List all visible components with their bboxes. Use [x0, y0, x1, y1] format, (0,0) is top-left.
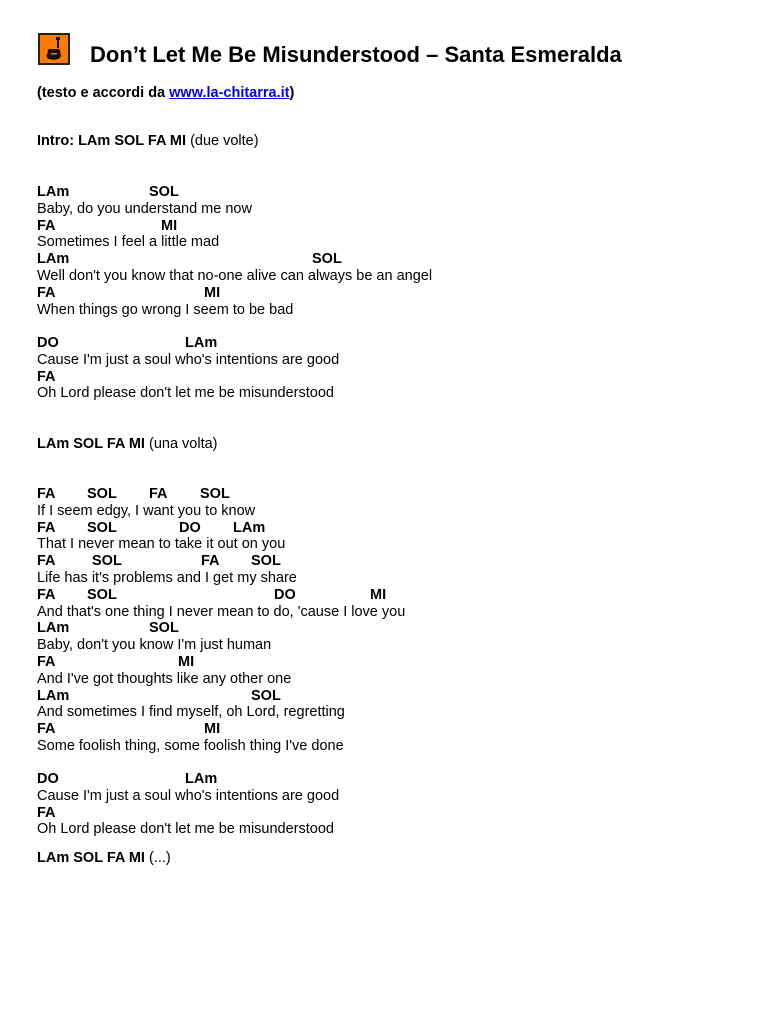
chord: FA [37, 553, 56, 570]
chord-line [37, 805, 339, 822]
chord: SOL [149, 620, 179, 637]
lyric-line: Life has it's problems and I get my share [37, 569, 297, 586]
chord-line [37, 688, 405, 705]
lyric-line: Some foolish thing, some foolish thing I've done [37, 737, 344, 754]
chord: DO [37, 771, 59, 787]
chord: LAm [37, 620, 70, 637]
lyric-line: And I've got thoughts like any other one [37, 670, 292, 687]
lyric-line: And sometimes I find myself, oh Lord, regretting [37, 704, 345, 721]
chord: SOL [87, 586, 117, 603]
verse-2 [37, 486, 405, 755]
chord: LAm [37, 251, 70, 268]
source-link[interactable]: www.la-chitarra.it [169, 85, 290, 101]
chord: LAm [185, 335, 218, 351]
chord: SOL [87, 519, 117, 536]
chord: FA [149, 486, 168, 502]
lyric-line: Cause I'm just a soul who's intentions are good [37, 351, 340, 368]
chord-line [37, 184, 432, 201]
chorus-2 [37, 771, 339, 838]
chord: FA [37, 586, 56, 603]
lyric-line: Cause I'm just a soul who's intentions are good [37, 787, 340, 804]
chord: MI [161, 217, 178, 234]
verse-1 [37, 184, 432, 318]
chord: FA [37, 284, 56, 301]
chord-line [37, 620, 405, 637]
chord-line [37, 520, 405, 537]
source-suffix: ) [289, 85, 295, 101]
lyric-line: And that's one thing I never mean to do, 'cause I love you [37, 603, 406, 620]
lyric-line: Oh Lord please don't let me be misunderstood [37, 821, 334, 838]
lyric-line: Sometimes I feel a little mad [37, 234, 220, 251]
chord: FA [37, 804, 56, 821]
chord: FA [37, 486, 56, 502]
chord: MI [204, 721, 221, 738]
source-prefix: (testo e accordi da [37, 85, 170, 101]
chord-line [37, 285, 432, 302]
chord: SOL [251, 553, 281, 570]
lyric-line: Baby, don't you know I'm just human [37, 637, 272, 654]
chord-line [37, 721, 405, 738]
lyric-line: Well don't you know that no-one alive can always be an angel [37, 267, 433, 284]
chord: DO [179, 519, 201, 536]
lyric-line: That I never mean to take it out on you [37, 536, 286, 553]
interlude-line [37, 436, 218, 453]
page-title: Don’t Let Me Be Misunderstood – Santa Esmeralda [90, 42, 622, 67]
outro-note: (...) [148, 850, 171, 866]
chord: FA [37, 653, 56, 670]
chord: FA [37, 368, 56, 385]
chord: FA [37, 519, 56, 536]
chord-line [37, 251, 432, 268]
chord: LAm [233, 519, 266, 536]
guitar-logo-icon [38, 33, 70, 65]
outro-line [37, 850, 171, 867]
chord: FA [37, 217, 56, 234]
chord: MI [178, 653, 195, 670]
chord: LAm [37, 184, 70, 200]
lyric-line: Baby, do you understand me now [37, 200, 252, 217]
lyric-line: When things go wrong I seem to be bad [37, 301, 294, 318]
chord-line [37, 553, 405, 570]
source-credit [37, 84, 294, 102]
intro-chords: Intro: LAm SOL FA MI [37, 133, 187, 149]
interlude-chords: LAm SOL FA MI [37, 436, 145, 452]
chord: SOL [149, 184, 179, 200]
lyric-line: Oh Lord please don't let me be misunderstood [37, 385, 334, 402]
chord: DO [37, 335, 59, 351]
chord: LAm [185, 771, 218, 787]
chord: FA [37, 721, 56, 738]
chord: LAm [37, 687, 70, 704]
chord-line [37, 369, 339, 386]
outro-chords: LAm SOL FA MI [37, 850, 145, 866]
chord-line [37, 335, 339, 352]
interlude-note: (una volta) [148, 436, 218, 452]
chord: SOL [312, 251, 342, 268]
chord-line [37, 771, 339, 788]
chord: MI [204, 284, 221, 301]
chord: SOL [87, 486, 117, 502]
intro-line [37, 133, 259, 150]
chord-line [37, 587, 405, 604]
chord-line [37, 654, 405, 671]
chord: SOL [200, 486, 230, 502]
chord: FA [201, 553, 220, 570]
lyric-line: If I seem edgy, I want you to know [37, 502, 256, 519]
intro-note: (due volte) [190, 133, 259, 149]
chord: SOL [92, 553, 122, 570]
chord-line [37, 218, 432, 235]
chord: DO [274, 586, 296, 603]
chorus-1 [37, 335, 339, 402]
chord: MI [370, 586, 387, 603]
chord-line [37, 486, 405, 503]
chord: SOL [251, 687, 281, 704]
